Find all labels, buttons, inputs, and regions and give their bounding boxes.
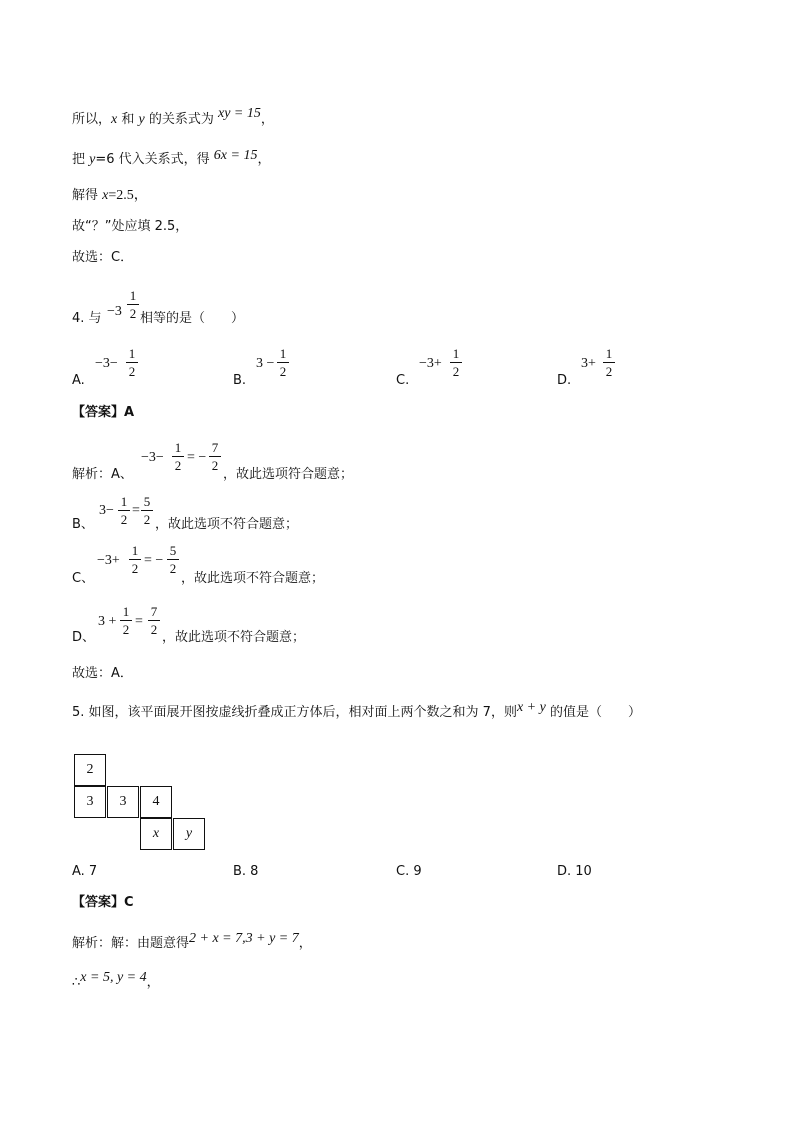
q5-analysis-line-2: ∴x = 5, y = 4， <box>72 970 160 990</box>
analysis-equals: = <box>132 503 140 518</box>
analysis-fraction-1: 1 2 <box>118 494 130 527</box>
analysis-label: D、 <box>72 630 96 645</box>
net-cell-r3c3: x <box>140 818 172 850</box>
q4-stem-suffix: 相等的是（ ） <box>140 311 245 326</box>
option-expr: −3+ <box>419 356 442 371</box>
analysis-label: C、 <box>72 571 95 586</box>
analysis-equals: = − <box>144 553 164 568</box>
option-fraction: 1 2 <box>126 346 138 379</box>
q4-stem-fraction: 1 2 <box>127 288 139 321</box>
q5-stem: 5. 如图，该平面展开图按虚线折叠成正方体后，相对面上两个数之和为 7，则x + y 的值是（ ） <box>72 700 641 720</box>
analysis-fraction-1: 1 2 <box>129 543 141 576</box>
analysis-label: B、 <box>72 517 94 532</box>
analysis-tail: ，故此选项不符合题意； <box>162 630 306 645</box>
q4-conclusion: 故选：A． <box>72 666 133 681</box>
q5-answer: 【答案】C <box>72 895 134 910</box>
option-letter: C. <box>396 373 410 388</box>
analysis-equals: = <box>135 614 143 629</box>
analysis-tail: ，故此选项不符合题意； <box>155 517 299 532</box>
net-cell-r3c4: y <box>173 818 205 850</box>
analysis-fraction-2: 7 2 <box>148 604 160 637</box>
analysis-equals: = − <box>187 450 207 465</box>
analysis-lhs: 3− <box>99 503 114 518</box>
q4-stem-prefix: 4. 与 <box>72 311 102 326</box>
analysis-lhs: −3+ <box>97 553 120 568</box>
analysis-lhs: 3 + <box>98 614 117 629</box>
option-fraction: 1 2 <box>603 346 615 379</box>
solution-line-4: 故“？”处应填 2.5， <box>72 219 189 234</box>
solution-line-5: 故选：C． <box>72 250 134 265</box>
option-letter: D. <box>557 373 572 388</box>
option-fraction: 1 2 <box>450 346 462 379</box>
q5-option-c: C. 9 <box>396 864 422 879</box>
option-expr: 3 − <box>256 356 275 371</box>
solution-line-1: 所以，x 和 y 的关系式为 xy = 15， <box>72 106 274 127</box>
q4-stem-whole: −3 <box>107 304 122 319</box>
analysis-fraction-2: 5 2 <box>167 543 179 576</box>
option-expr: 3+ <box>581 356 596 371</box>
analysis-tail: ，故此选项不符合题意； <box>181 571 325 586</box>
net-cell-r2c3: 4 <box>140 786 172 818</box>
therefore-symbol: ∴ <box>72 975 81 990</box>
option-letter: B. <box>233 373 247 388</box>
analysis-fraction-1: 1 2 <box>172 440 184 473</box>
net-cell-r1c1: 2 <box>74 754 106 786</box>
q5-analysis-line-1: 解析：解：由题意得2 + x = 7,3 + y = 7， <box>72 931 312 951</box>
option-expr: −3− <box>95 356 118 371</box>
analysis-lhs: −3− <box>141 450 164 465</box>
net-cell-r2c1: 3 <box>74 786 106 818</box>
option-letter: A. <box>72 373 85 388</box>
q5-option-d: D. 10 <box>557 864 592 879</box>
analysis-label: 解析：A、 <box>72 467 133 482</box>
analysis-fraction-2: 7 2 <box>209 440 221 473</box>
q5-option-b: B. 8 <box>233 864 259 879</box>
q4-answer: 【答案】A <box>72 405 135 420</box>
analysis-fraction-2: 5 2 <box>141 494 153 527</box>
q5-option-a: A. 7 <box>72 864 98 879</box>
analysis-tail: ，故此选项符合题意； <box>223 467 354 482</box>
net-cell-r2c2: 3 <box>107 786 139 818</box>
option-fraction: 1 2 <box>277 346 289 379</box>
analysis-fraction-1: 1 2 <box>120 604 132 637</box>
solution-line-2: 把 y=6 代入关系式，得 6x = 15， <box>72 148 271 167</box>
solution-line-3: 解得 x=2.5， <box>72 188 148 203</box>
